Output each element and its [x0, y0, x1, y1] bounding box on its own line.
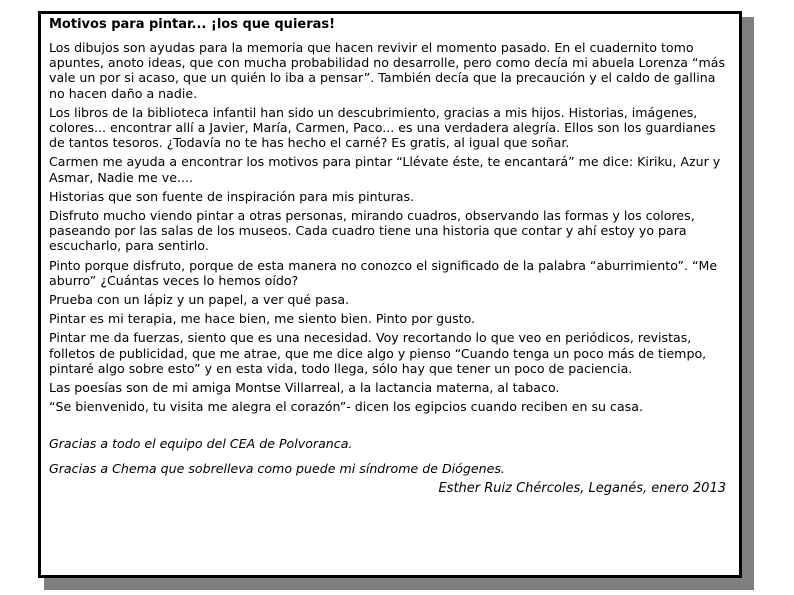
- paragraph-boredom: Pinto porque disfruto, porque de esta manera no conozco el significado de la palabra “aburrimiento”. “Me aburro” ¿Cuántas veces lo hemos oído?: [49, 257, 718, 288]
- paragraph-stories: Historias que son fuente de inspiración para mis pinturas.: [49, 188, 415, 204]
- paragraph-strength: Pintar me da fuerzas, siento que es una necesidad. Voy recortando lo que veo en periódicos, revistas, folletos de publicidad, que me atrae, que me dice algo y pienso “Cuando tenga un poco más de tiempo, pintaré algo sobre esto” y en esta vida, todo llega, sólo hay que tener un poco de paciencia.: [49, 330, 707, 376]
- paragraph-library: Los libros de la biblioteca infantil han sido un descubrimiento, gracias a mis hijos. Historias, imágenes, colores... encontrar allí a Javier, María, Carmen, Paco... es una verdadera alegría. Ellos son los guardianes de tantos tesoros. ¿Todavía no te has hecho el carné? Es gratis, al igual que soñar.: [49, 104, 716, 151]
- thanks-cea: Gracias a todo el equipo del CEA de Polvoranca.: [49, 436, 353, 452]
- paragraph-memory: Los dibujos son ayudas para la memoria que hacen revivir el momento pasado. En el cuadernito tomo apuntes, anoto ideas, que con mucha probabilidad no desarrolle, pero como decía mi abuela Lorenza “más vale un por si acaso, que un quién lo iba a pensar”. También decía que la precaución y el caldo de gallina no hacen daño a nadie.: [49, 40, 726, 101]
- paragraph-therapy: Pintar es mi terapia, me hace bien, me siento bien. Pinto por gusto.: [49, 311, 476, 327]
- paragraph-welcome: “Se bienvenido, tu visita me alegra el corazón”- dicen los egipcios cuando reciben en su casa.: [49, 399, 643, 415]
- thanks-chema: Gracias a Chema que sobrelleva como puede mi síndrome de Diógenes.: [49, 460, 505, 476]
- paragraph-carmen: Carmen me ayuda a encontrar los motivos para pintar “Llévate éste, te encantará” me dice: Kiriku, Azur y Asmar, Nadie me ve....: [49, 154, 721, 185]
- author-signature: Esther Ruiz Chércoles, Leganés, enero 2013: [438, 480, 726, 496]
- section-gap: [49, 418, 730, 436]
- document-title: Motivos para pintar... ¡los que quieras!: [49, 17, 336, 32]
- paragraph-poems: Las poesías son de mi amiga Montse Villarreal, a la lactancia materna, al tabaco.: [49, 380, 560, 396]
- paragraph-museums: Disfruto mucho viendo pintar a otras personas, mirando cuadros, observando las formas y los colores, paseando por las salas de los museos. Cada cuadro tiene una historia que contar y ahí estoy yo para escucharlo, para sentirlo.: [49, 208, 695, 254]
- text-frame: [38, 11, 742, 578]
- paragraph-pencil: Prueba con un lápiz y un papel, a ver qué pasa.: [49, 292, 350, 308]
